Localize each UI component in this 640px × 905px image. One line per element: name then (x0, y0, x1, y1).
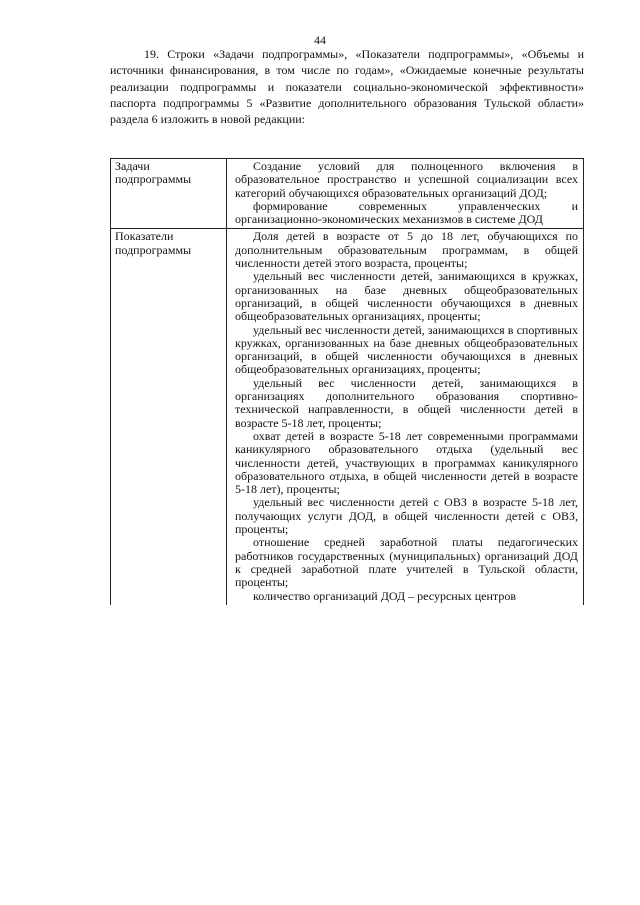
indicator-paragraph-5: охват детей в возрасте 5-18 лет современными программами каникулярного образовательного отдыха (удельный вес численности детей, участвующих в программах каникулярного образовательного отдыха, в общей численности детей в возрасте 5-18 лет), проценты; (235, 428, 578, 497)
indicator-paragraph-7: отношение средней заработной платы педагогических работников государственных (муниципальных) организаций ДОД к средней заработной плате учителей в Тульской области, проценты; (235, 535, 578, 590)
table-row-indicators (111, 229, 584, 605)
indicator-paragraph-3: удельный вес численности детей, занимающихся в спортивных кружках, организованных на базе дневных общеобразовательных организаций, в общей численности обучающихся в дневных общеобразовательных организациях, проценты; (235, 322, 578, 377)
row-content-tasks (227, 159, 584, 229)
passport-table (110, 158, 584, 605)
indicator-paragraph-8: количество организаций ДОД – ресурсных центров (253, 588, 516, 603)
intro-text: 19. Строки «Задачи подпрограммы», «Показатели подпрограммы», «Объемы и источники финансирования, в том числе по годам», «Ожидаемые конечные результаты реализации подпрограммы и показатели социально-экономической эффективности» паспорта подпрограммы 5 «Развитие дополнительного образования Тульской области» раздела 6 изложить в новой редакции: (110, 47, 584, 127)
tasks-paragraph-1: Создание условий для полноценного включения в образовательное пространство и успешной социализации всех категорий обучающихся образовательных организаций ДОД; (235, 159, 578, 200)
row-label-indicators: Показатели подпрограммы (111, 229, 227, 605)
indicator-paragraph-6: удельный вес численности детей с ОВЗ в возрасте 5-18 лет, получающих услуги ДОД, в общей численности детей с ОВЗ, проценты; (235, 495, 578, 537)
intro-paragraph (110, 46, 584, 127)
row-label-tasks: Задачи подпрограммы (111, 159, 227, 229)
indicator-paragraph-2: удельный вес численности детей, занимающихся в кружках, организованных на базе дневных общеобразовательных организаций, в общей численности обучающихся в дневных общеобразовательных организациях, проценты; (235, 269, 578, 324)
tasks-paragraph-2: формирование современных управленческих и организационно-экономических механизмов в системе ДОД (235, 198, 578, 227)
indicator-paragraph-4: удельный вес численности детей, занимающихся в организациях дополнительного образования спортивно-технической направленности, в общей численности детей в возрасте 5-18 лет, проценты; (235, 375, 578, 430)
table-row-tasks (111, 159, 584, 229)
row-content-indicators (227, 229, 584, 605)
page-number: 44 (314, 33, 326, 47)
indicator-paragraph-1: Доля детей в возрасте от 5 до 18 лет, обучающихся по дополнительным образовательным программам, в общей численности детей этого возраста, проценты; (235, 229, 578, 271)
